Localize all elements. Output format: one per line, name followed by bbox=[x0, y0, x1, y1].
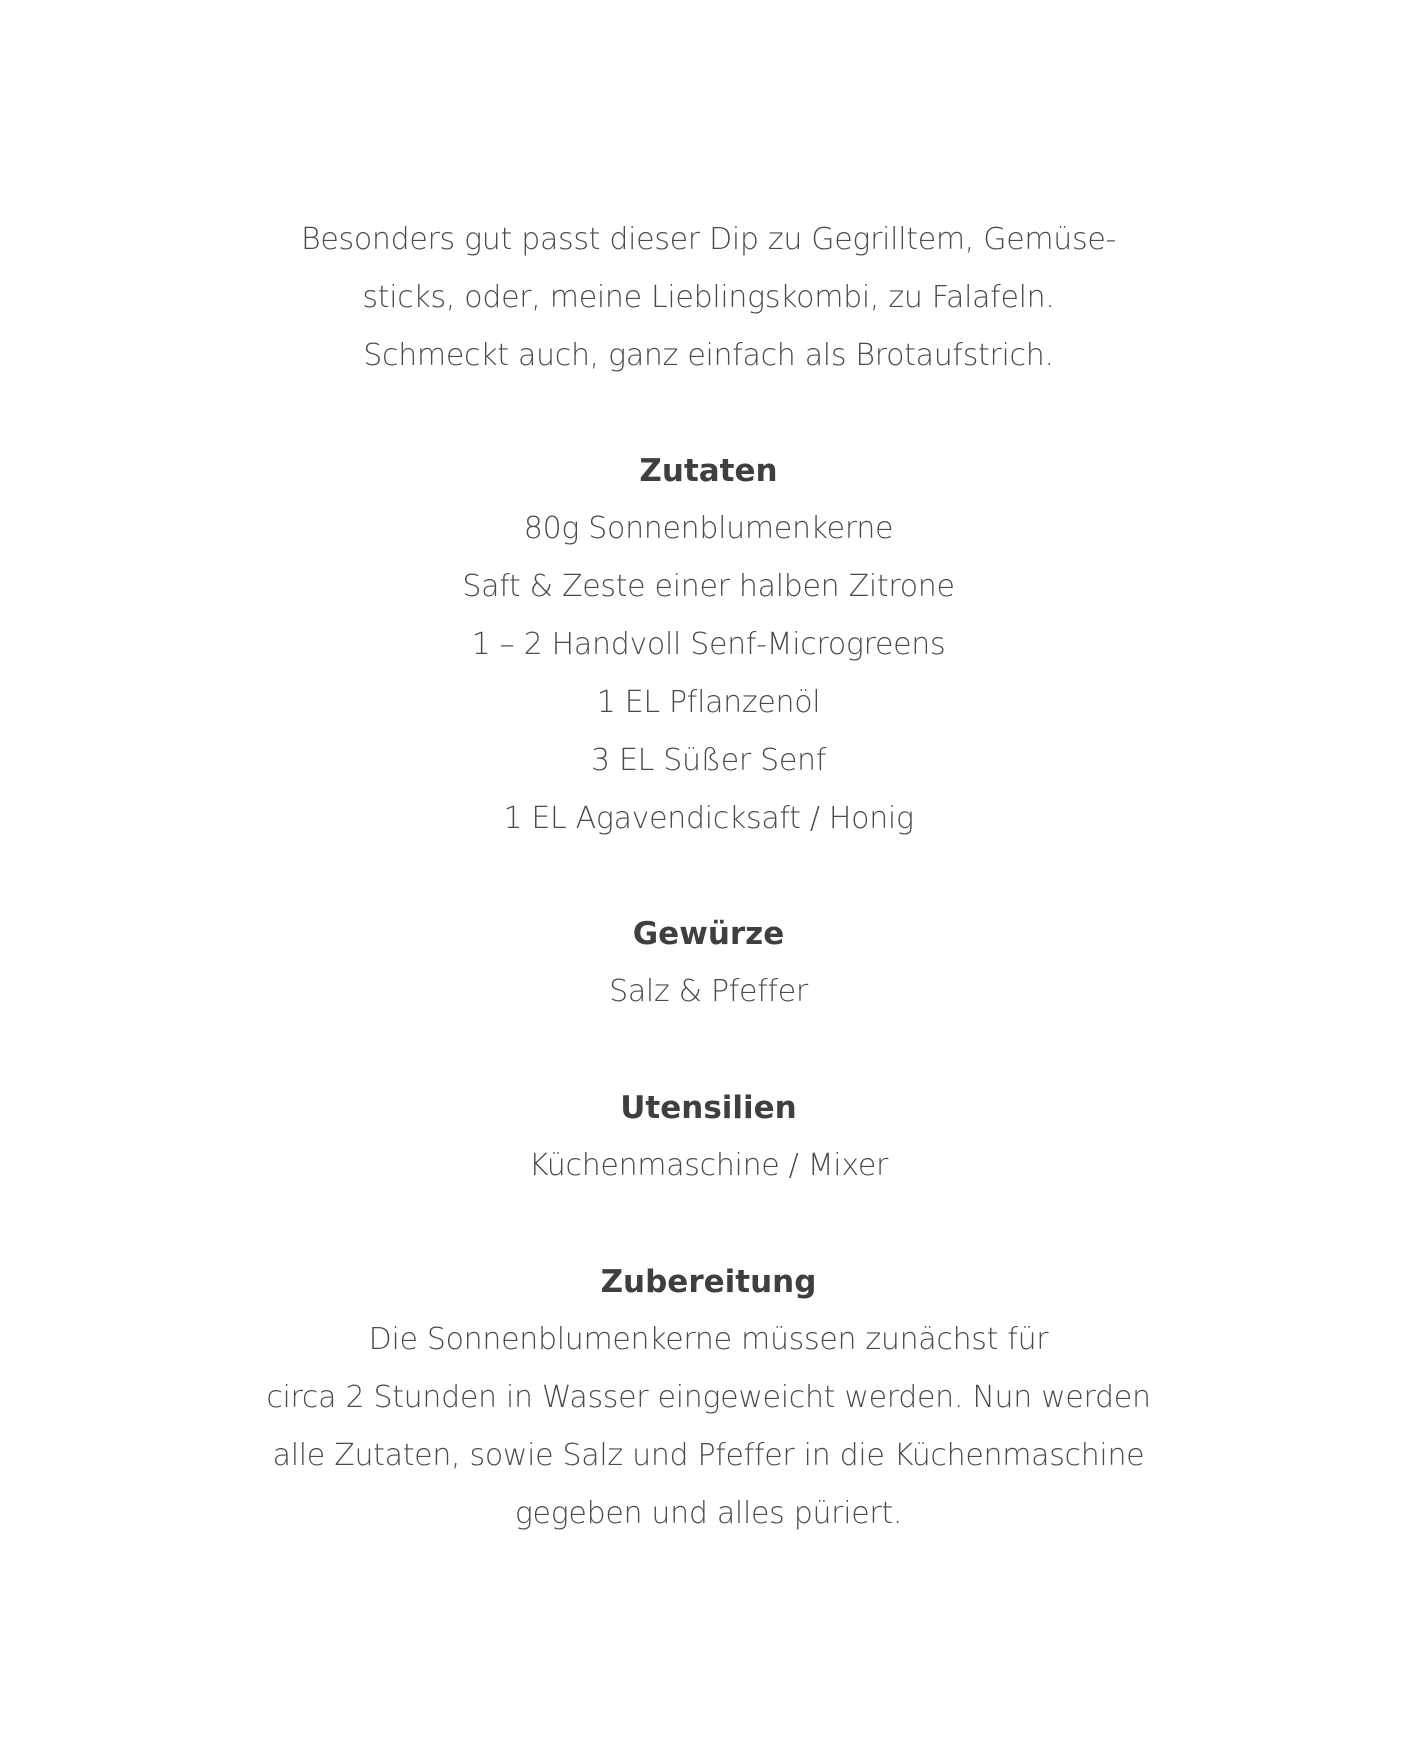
intro-line: Besonders gut passt dieser Dip zu Gegrilltem, Gemüse- bbox=[300, 222, 1117, 257]
spices-heading: Gewürze bbox=[632, 916, 785, 952]
preparation-heading: Zubereitung bbox=[600, 1264, 817, 1300]
spice-item: Salz & Pfeffer bbox=[609, 974, 808, 1009]
intro-line: Schmeckt auch, ganz einfach als Brotaufstrich. bbox=[363, 338, 1054, 373]
intro-line: sticks, oder, meine Lieblingskombi, zu Falafeln. bbox=[362, 280, 1055, 315]
ingredients-section bbox=[0, 442, 1417, 848]
ingredient-item: 1 EL Agavendicksaft / Honig bbox=[503, 801, 914, 836]
ingredient-item: 1 EL Pflanzenöl bbox=[596, 685, 821, 720]
tool-item: Küchenmaschine / Mixer bbox=[528, 1148, 889, 1183]
preparation-line: circa 2 Stunden in Wasser eingeweicht werden. Nun werden bbox=[266, 1380, 1151, 1415]
preparation-section bbox=[0, 1253, 1417, 1543]
preparation-line: alle Zutaten, sowie Salz und Pfeffer in die Küchenmaschine bbox=[272, 1438, 1145, 1473]
tools-heading: Utensilien bbox=[620, 1090, 797, 1126]
tools-section bbox=[0, 1079, 1417, 1195]
preparation-line: Die Sonnenblumenkerne müssen zunächst für bbox=[368, 1322, 1049, 1357]
ingredient-item: 3 EL Süßer Senf bbox=[590, 743, 827, 778]
ingredient-item: Saft & Zeste einer halben Zitrone bbox=[462, 569, 955, 604]
ingredient-item: 1 – 2 Handvoll Senf-Microgreens bbox=[471, 627, 946, 662]
spices-section bbox=[0, 905, 1417, 1021]
intro-paragraph bbox=[0, 211, 1417, 385]
ingredients-heading: Zutaten bbox=[639, 453, 778, 489]
preparation-line: gegeben und alles püriert. bbox=[514, 1496, 903, 1531]
ingredient-item: 80g Sonnenblumenkerne bbox=[523, 511, 894, 546]
